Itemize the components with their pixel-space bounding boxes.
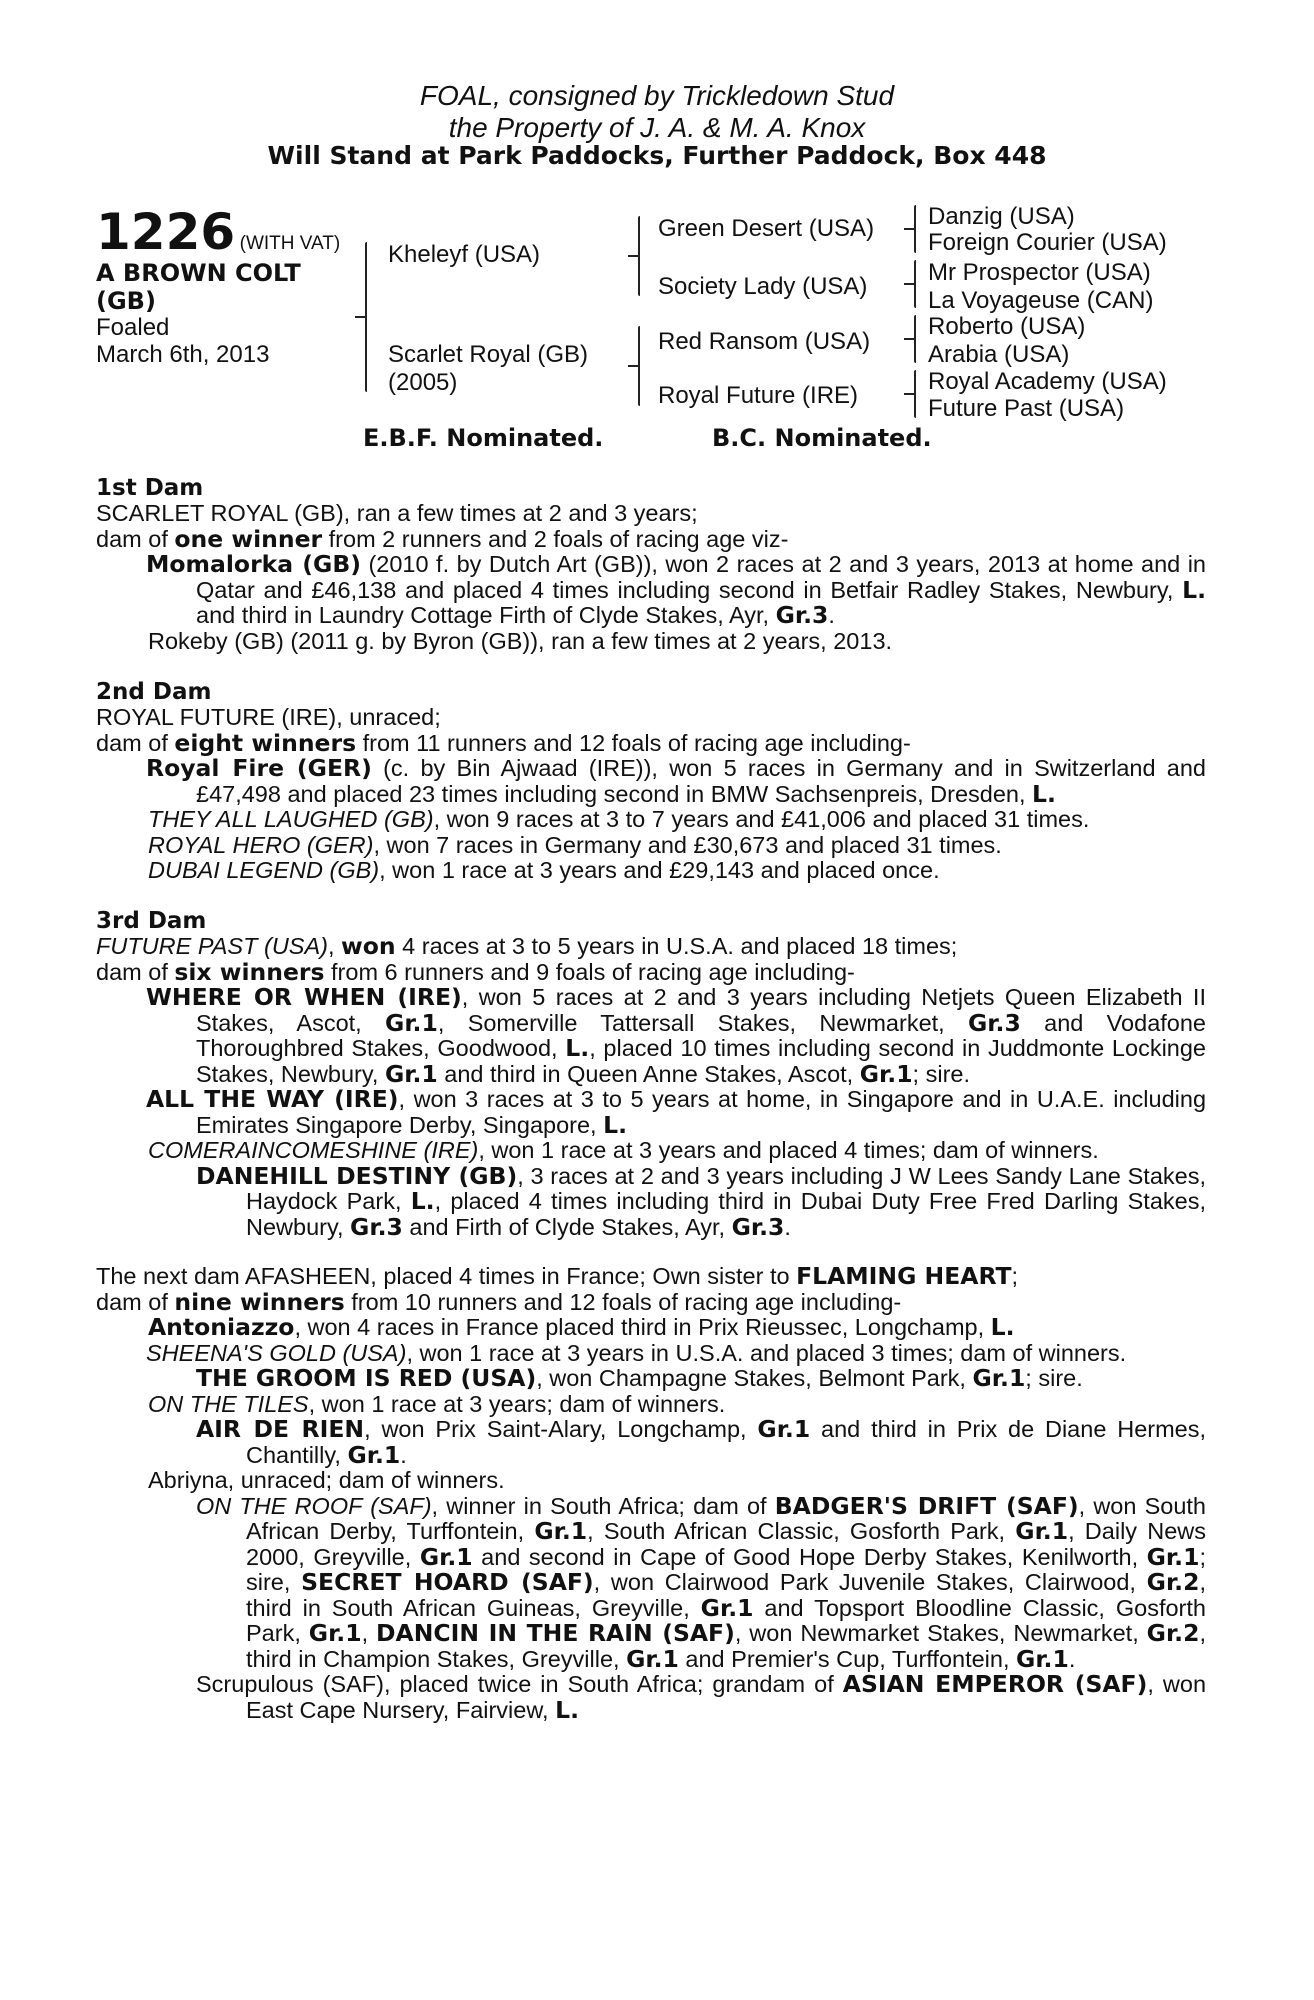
pedigree-brace-g4 — [914, 370, 916, 418]
pedigree-brace-g3 — [914, 315, 916, 363]
pedigree-sire-dam: Society Lady (USA) — [658, 273, 868, 300]
third-dam-produce-line: dam of six winners from 6 runners and 9 foals of racing age including- — [96, 957, 855, 986]
bc-nominated: B.C. Nominated. — [712, 424, 932, 452]
colt-origin: (GB) — [96, 287, 156, 315]
first-dam-line: SCARLET ROYAL (GB), ran a few times at 2 and 3 years; — [96, 500, 698, 526]
pedigree-g5: Roberto (USA) — [928, 313, 1086, 340]
second-dam-produce-line: dam of eight winners from 11 runners and 12 foals of racing age including- — [96, 728, 911, 757]
colt-description: A BROWN COLT — [96, 259, 301, 287]
pedigree-g8: Future Past (USA) — [928, 395, 1125, 422]
pedigree-brace-sire — [638, 216, 640, 296]
pedigree-dam-dam: Royal Future (IRE) — [658, 382, 859, 409]
lot-heading — [96, 204, 340, 260]
pedigree-dam-sire: Red Ransom (USA) — [658, 328, 871, 355]
scrupulous-entry: Scrupulous (SAF), placed twice in South Africa; grandam of ASIAN EMPEROR (SAF), won East Cape Nursery, Fairview, L. — [196, 1670, 1207, 1724]
stand-location: Will Stand at Park Paddocks, Further Paddock, Box 448 — [267, 141, 1047, 170]
pedigree-dam: Scarlet Royal (GB) — [388, 341, 589, 368]
sheenas-gold-entry: SHEENA'S GOLD (USA), won 1 race at 3 years in U.S.A. and placed 3 times; dam of winners. — [146, 1339, 1127, 1366]
pedigree-g2: Foreign Courier (USA) — [928, 229, 1167, 256]
next-dam-produce-line: dam of nine winners from 10 runners and 12 foals of racing age including- — [96, 1287, 902, 1316]
first-dam-section — [96, 475, 1206, 654]
comeraincomeshine-entry: COMERAINCOMESHINE (IRE), won 1 race at 3 years and placed 4 times; dam of winners. — [148, 1137, 1099, 1163]
pedigree-g1: Danzig (USA) — [928, 203, 1075, 230]
next-dam-line: The next dam AFASHEEN, placed 4 times in France; Own sister to FLAMING HEART; — [96, 1262, 1019, 1290]
owner-line: the Property of J. A. & M. A. Knox — [448, 112, 866, 143]
rokeby-entry: Rokeby (GB) (2011 g. by Byron (GB)), ran a few times at 2 years, 2013. — [148, 627, 893, 654]
on-the-roof-entry: ON THE ROOF (SAF), winner in South Africa; dam of BADGER'S DRIFT (SAF), won South African Derby, Turffontein, Gr.1, South African Classic, Gosforth Park, Gr.1, Daily News 2000, Greyville, Gr.1 and second in Cape of Good Hope Derby Stakes, Kenilworth, Gr.1; sire, SECRET HOARD (SAF), won Clairwood Park Juvenile Stakes, Clairwood, Gr.2, third in South African Guineas, Greyville, Gr.1 and Topsport Bloodline Classic, Gosforth Park, Gr.1, DANCIN IN THE RAIN (SAF), won Newmarket Stakes, Newmarket, Gr.2, third in Champion Stakes, Greyville, Gr.1 and Premier's Cup, Turffontein, Gr.1. — [196, 1491, 1206, 1673]
where-or-when-entry: WHERE OR WHEN (IRE), won 5 races at 2 and 3 years including Netjets Queen Elizabeth II Stakes, Ascot, Gr.1, Somerville Tattersall Stakes, Newmarket, Gr.3 and Vodafone Thoroughbred Stakes, Goodwood, L., placed 10 times including second in Juddmonte Lockinge Stakes, Newbury, Gr.1 and third in Queen Anne Stakes, Ascot, Gr.1; sire. — [146, 983, 1207, 1088]
they-all-laughed-entry: THEY ALL LAUGHED (GB), won 9 races at 3 to 7 years and £41,006 and placed 31 times. — [148, 806, 1090, 832]
second-dam-line: ROYAL FUTURE (IRE), unraced; — [96, 704, 441, 730]
second-dam-heading: 2nd Dam — [96, 679, 212, 705]
pedigree-sire-sire: Green Desert (USA) — [658, 215, 875, 242]
second-dam-section — [96, 679, 1206, 884]
pedigree-g6: Arabia (USA) — [928, 341, 1070, 368]
on-the-tiles-entry: ON THE TILES, won 1 race at 3 years; dam of winners. — [148, 1390, 726, 1417]
next-dam-section — [96, 1264, 1206, 1723]
pedigree-brace-g2 — [914, 260, 916, 308]
consignor-line: FOAL, consigned by Trickledown Stud — [419, 80, 895, 111]
pedigree-brace-dam — [638, 326, 640, 406]
third-dam-line: FUTURE PAST (USA), won 4 races at 3 to 5 years in U.S.A. and placed 18 times; — [96, 932, 958, 960]
ebf-nominated: E.B.F. Nominated. — [363, 424, 604, 452]
foaled-date: March 6th, 2013 — [96, 341, 270, 368]
antoniazzo-entry: Antoniazzo, won 4 races in France placed third in Prix Rieussec, Longchamp, L. — [148, 1313, 1015, 1341]
abriyna-entry: Abriyna, unraced; dam of winners. — [148, 1467, 505, 1493]
pedigree-brace-gen1 — [365, 242, 367, 392]
pedigree-g7: Royal Academy (USA) — [928, 368, 1167, 395]
dubai-legend-entry: DUBAI LEGEND (GB), won 1 race at 3 years and £29,143 and placed once. — [148, 857, 940, 883]
first-dam-heading: 1st Dam — [96, 475, 204, 501]
vat-label: (WITH VAT) — [239, 233, 341, 254]
foaled-label: Foaled — [96, 314, 170, 341]
pedigree-brace-g1 — [914, 205, 916, 253]
pedigree-g3: Mr Prospector (USA) — [928, 259, 1151, 286]
air-de-rien-entry: AIR DE RIEN, won Prix Saint-Alary, Longchamp, Gr.1 and third in Prix de Diane Hermes, Chantilly, Gr.1. — [196, 1415, 1207, 1469]
third-dam-section — [96, 908, 1206, 1240]
first-dam-produce-line: dam of one winner from 2 runners and 2 foals of racing age viz- — [96, 524, 789, 553]
pedigree-dam-year: (2005) — [388, 369, 458, 396]
pedigree-sire: Kheleyf (USA) — [388, 241, 541, 268]
momalorka-entry: Momalorka (GB) (2010 f. by Dutch Art (GB)), won 2 races at 2 and 3 years, 2013 at home and in Qatar and £46,138 and placed 4 times including second in Betfair Radley Stakes, Newbury, L. and third in Laundry Cottage Firth of Clyde Stakes, Ayr, Gr.3. — [146, 550, 1206, 629]
royal-hero-entry: ROYAL HERO (GER), won 7 races in Germany and £30,673 and placed 31 times. — [148, 831, 1002, 858]
pedigree-g4: La Voyageuse (CAN) — [928, 287, 1154, 314]
lot-number: 1226 — [96, 203, 236, 261]
all-the-way-entry: ALL THE WAY (IRE), won 3 races at 3 to 5 years at home, in Singapore and in U.A.E. including Emirates Singapore Derby, Singapore, L. — [146, 1085, 1207, 1139]
royal-fire-entry: Royal Fire (GER) (c. by Bin Ajwaad (IRE)), won 5 races in Germany and in Switzerland and £47,498 and placed 23 times including second in BMW Sachsenpreis, Dresden, L. — [146, 754, 1206, 808]
third-dam-heading: 3rd Dam — [96, 908, 207, 934]
the-groom-is-red-entry: THE GROOM IS RED (USA), won Champagne Stakes, Belmont Park, Gr.1; sire. — [196, 1364, 1083, 1392]
danehill-destiny-entry: DANEHILL DESTINY (GB), 3 races at 2 and 3 years including J W Lees Sandy Lane Stakes, Haydock Park, L., placed 4 times including third in Dubai Duty Free Fred Darling Stakes, Newbury, Gr.3 and Firth of Clyde Stakes, Ayr, Gr.3. — [196, 1161, 1206, 1241]
